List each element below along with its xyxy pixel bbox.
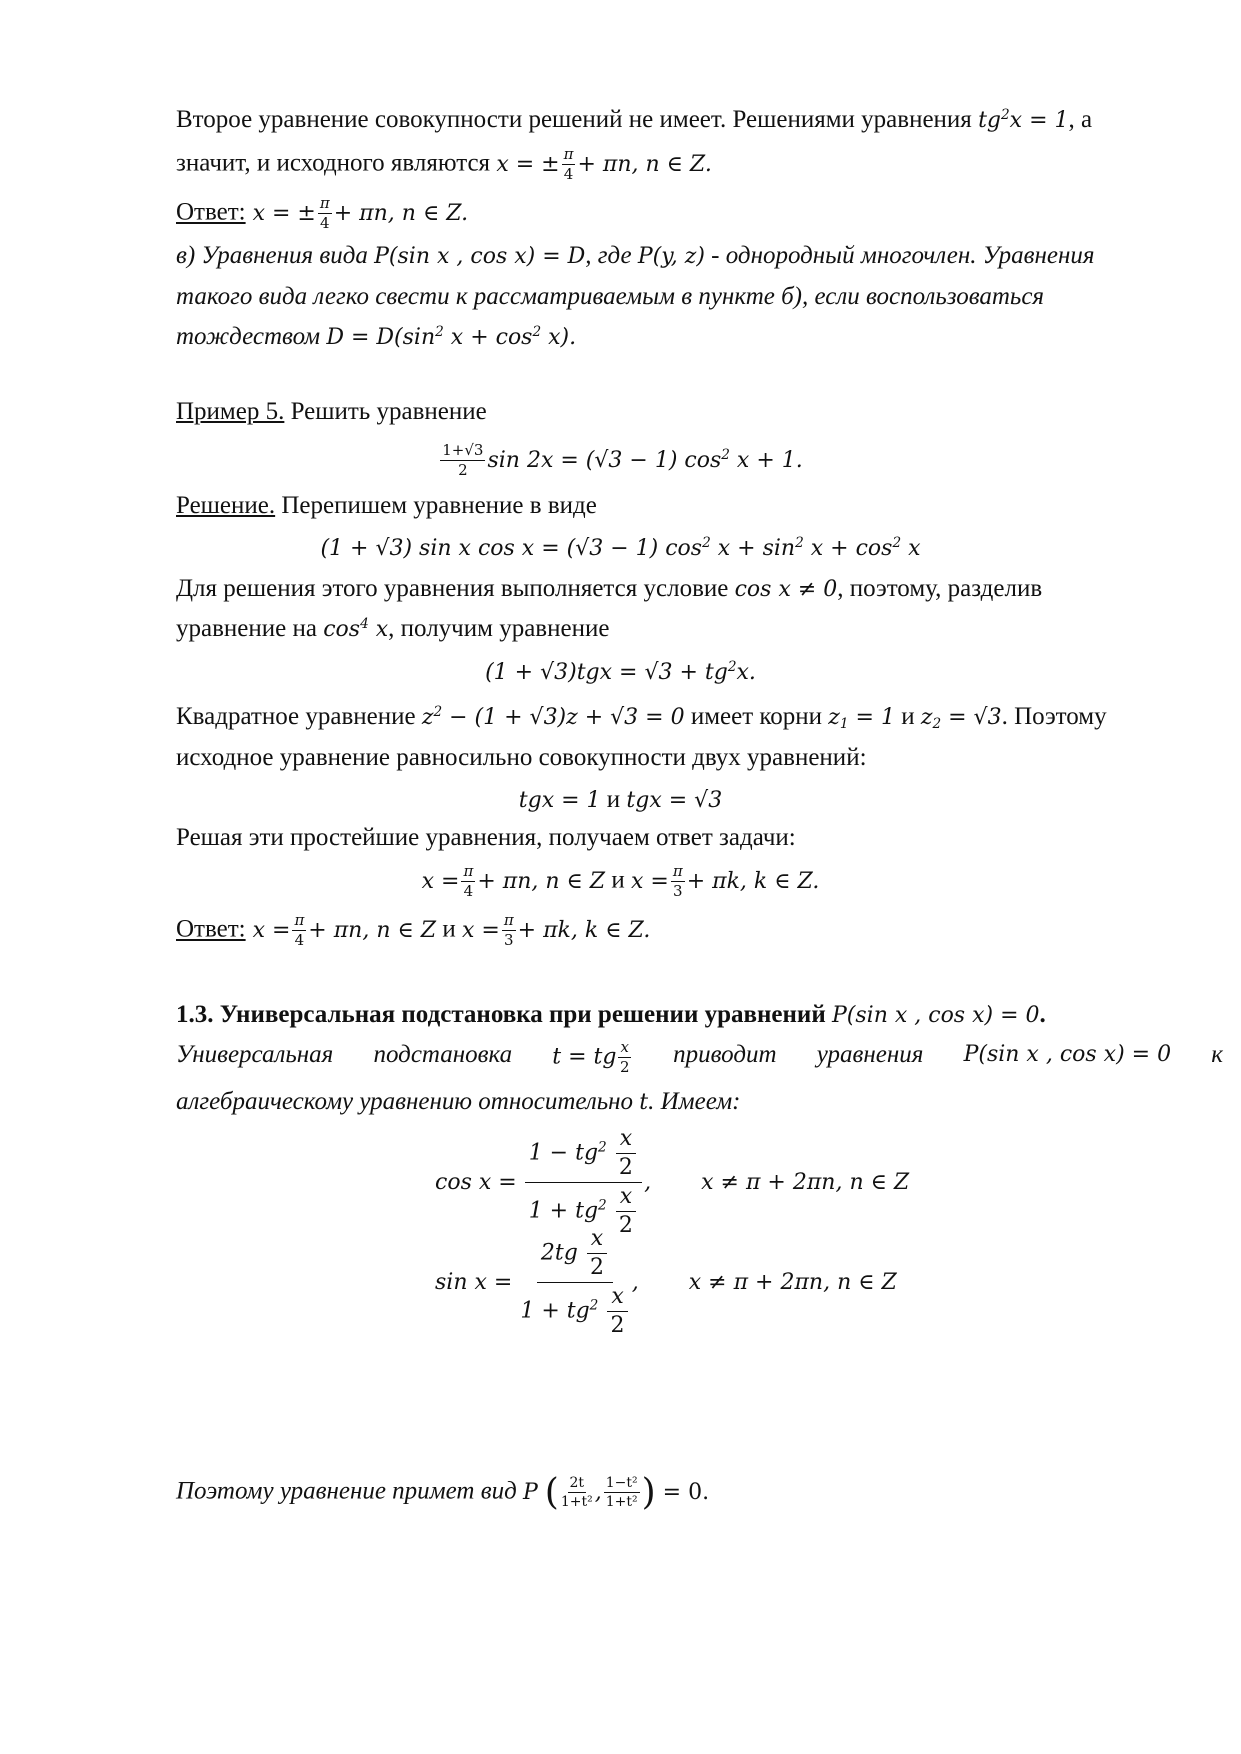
paragraph-line: исходное уравнение равносильно совокупности двух уравнений: — [176, 744, 867, 771]
answer-label: Ответ: — [176, 198, 246, 226]
section-v-line-2: такого вида легко свести к рассматриваемым в пункте б), если воспользоваться — [176, 283, 1045, 310]
answer-line — [176, 196, 468, 231]
paragraph-line — [176, 147, 712, 182]
paragraph-line — [176, 105, 1092, 136]
section-heading: 1.3. Универсальная подстановка при решении уравнений P(sin x , cos x) = 0. — [176, 1001, 1046, 1028]
paragraph-line: алгебраическому уравнению относительно t. Имеем: — [176, 1088, 741, 1115]
example-label: Пример 5. — [176, 398, 285, 425]
text: Второе уравнение совокупности решений не имеет. Решениями уравнения — [176, 106, 979, 133]
solution-heading: Решение. Перепишем уравнение в виде — [176, 492, 597, 519]
math-inline: $D = D(\sin^2$ $x + \cos^2 x$). — [326, 323, 577, 350]
text: значит, и исходного являются — [176, 149, 497, 177]
sin-formula: sin x = 2tg $\frac{x}{2}$ $1 + tg^2$ $\frac{x}{2}$ , x ≠ π + 2πn, n ∈ Z — [435, 1226, 897, 1338]
equation: (1 + √3) sin x cos x = (√3 − 1) $\cos^2 x + \sin^2 x + \cos^2 x$ — [320, 534, 921, 561]
cos-formula: cos x = $1 - tg^2$ $\frac{x}{2}$ $1 + tg^2$ $\frac{x}{2}$ , x ≠ π + 2πn, n ∈ Z — [435, 1126, 910, 1238]
text: , а — [1068, 106, 1093, 133]
math-inline: $tg^2x = 1$ — [978, 106, 1069, 133]
equation: $\frac{1+√3}{2}$ sin 2x = (√3 − 1) $\cos^2 x + 1$. — [442, 441, 803, 479]
math-inline: $\cos^4 x$ — [323, 615, 389, 642]
solution-label: Решение. — [176, 492, 276, 519]
paragraph-line: уравнение на $\cos^4 x$, получим уравнение — [176, 615, 610, 642]
equation: tgx = 1 и tgx = √3 — [518, 786, 723, 813]
math-inline: P(sin x , cos x) = 0 — [831, 1003, 1040, 1028]
math-inline: P(y, z) — [637, 244, 705, 269]
math-inline: $z_2 = √3$ — [920, 705, 1002, 733]
paragraph-line: Квадратное уравнение $z^2 - (1 + √3)z + √3 = 0$ имеет корни $z_1 = 1$ и $z_2 = √3$. Поэтому — [176, 703, 1107, 733]
math-inline: x = ± $\frac{\pi}{4}$ + πn, n ∈ Z. — [496, 145, 712, 183]
equation: $(1 + √3)tgx = √3 + tg^2x$. — [485, 658, 756, 685]
paragraph-line: Поэтому уравнение примет вид P ( $\frac{2t}{\text{1+t²}}$ , $\frac{\text{1−t²}}{\text{1+t²}}$ ) = 0. — [176, 1471, 710, 1513]
math-inline: $z^2 - (1 + √3)z + √3 = 0$ — [421, 703, 685, 730]
section-v-line-1: в) Уравнения вида P(sin x , cos x) = D, где P(y, z) - однородный многочлен. Уравнения — [176, 242, 1095, 269]
paragraph-line: Для решения этого уравнения выполняется условие cos x ≠ 0, поэтому, разделив — [176, 575, 1043, 602]
math-inline: $z_1 = 1$ — [828, 705, 895, 733]
answer-label: Ответ: — [176, 915, 246, 943]
math-inline: x = ± $\frac{\pi}{4}$ + πn, n ∈ Z. — [245, 194, 469, 232]
paragraph-line: Решая эти простейшие уравнения, получаем ответ задачи: — [176, 824, 796, 851]
example-heading: Пример 5. Решить уравнение — [176, 398, 487, 425]
equation: x = $\frac{\pi}{4}$ + πn, n ∈ Z и x = $\frac{\pi}{3}$ + πk, k ∈ Z. — [421, 862, 820, 900]
math-inline: P(sin x , cos x) = D — [374, 244, 586, 269]
math-inline: cos x ≠ 0 — [734, 577, 838, 602]
paragraph-line: Универсальная подстановка t = tg $\frac{x}{2}$ приводит уравнения P(sin x , cos x) = 0 к — [176, 1038, 1223, 1076]
answer-line: Ответ: x = $\frac{\pi}{4}$ + πn, n ∈ Z и x = $\frac{\pi}{3}$ + πk, k ∈ Z. — [176, 911, 651, 949]
section-v-line-3: тождеством $D = D(\sin^2$ $x + \cos^2 x$). — [176, 323, 577, 350]
